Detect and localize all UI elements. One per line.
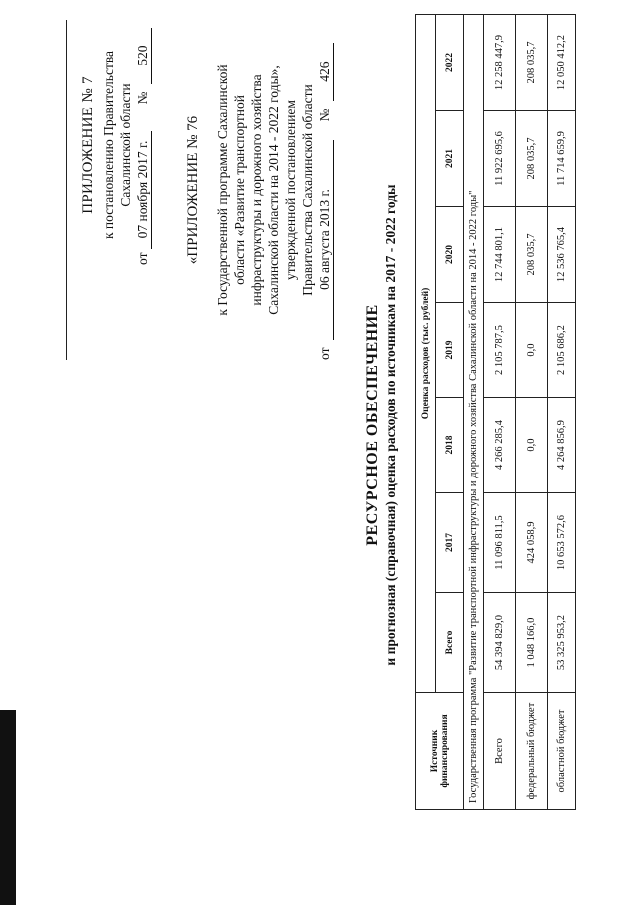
appendix-76-line: инфраструктуры и дорожного хозяйства — [249, 74, 264, 306]
appendix-7-line: к постановлению Правительства — [101, 50, 116, 240]
document-subtitle: и прогнозная (справочная) оценка расходов по источникам на 2017 - 2022 годы — [383, 184, 398, 666]
appendix-76-title: «ПРИЛОЖЕНИЕ № 76 — [185, 115, 201, 265]
table-row — [516, 14, 548, 809]
appendix-76-date: 06 августа 2013 г. — [316, 140, 334, 340]
table-cell: 12 050 412,2 — [548, 14, 576, 110]
document-title: РЕСУРСНОЕ ОБЕСПЕЧЕНИЕ — [364, 304, 381, 546]
table-cell: 424 058,9 — [516, 493, 548, 593]
table-cell: 53 325 953,2 — [548, 593, 576, 693]
date-prefix: от — [135, 252, 150, 265]
appendix-76-line: Сахалинской области на 2014 - 2022 годы», — [266, 65, 281, 315]
table-cell: 11 714 659,9 — [548, 111, 576, 207]
divider-rule — [66, 20, 67, 360]
appendix-7-title: ПРИЛОЖЕНИЕ № 7 — [80, 76, 96, 214]
table-cell: 4 266 285,4 — [484, 398, 516, 493]
table-cell: 11 096 811,5 — [484, 493, 516, 593]
appendix-76-line: Правительства Сахалинской области — [300, 84, 315, 296]
source-header: Источник финансирования — [416, 693, 464, 810]
date-prefix: от — [317, 347, 332, 360]
table-cell: 11 922 695,6 — [484, 111, 516, 207]
appendix-7-number: 520 — [134, 28, 152, 84]
table-cell: 208 035,7 — [516, 14, 548, 110]
table-cell: 12 536 765,4 — [548, 207, 576, 303]
number-prefix: № — [135, 91, 150, 105]
table-cell: 0,0 — [516, 303, 548, 398]
table-cell: 4 264 856,9 — [548, 398, 576, 493]
table-cell: 12 258 447,9 — [484, 14, 516, 110]
row-source: федеральный бюджет — [516, 693, 548, 810]
appendix-7-line: Сахалинской области — [118, 83, 133, 207]
estimate-header: Оценка расходов (тыс. рублей) — [416, 14, 436, 692]
column-header: Всего — [436, 593, 464, 693]
table-cell: 1 048 166,0 — [516, 593, 548, 693]
column-header: 2020 — [436, 207, 464, 303]
column-header: 2017 — [436, 493, 464, 593]
appendix-7-date: 07 ноября 2017 г. — [134, 131, 152, 249]
column-header: 2021 — [436, 111, 464, 207]
table-row — [484, 14, 516, 809]
appendix-76-line: к Государственной программе Сахалинской — [215, 64, 230, 316]
table-cell: 54 394 829,0 — [484, 593, 516, 693]
resource-table — [415, 14, 576, 810]
table-cell: 208 035,7 — [516, 207, 548, 303]
table-cell: 0,0 — [516, 398, 548, 493]
table-cell: 2 105 686,2 — [548, 303, 576, 398]
table-cell: 10 653 572,6 — [548, 493, 576, 593]
column-header: 2018 — [436, 398, 464, 493]
row-source: областной бюджет — [548, 693, 576, 810]
appendix-7-date-line — [134, 25, 152, 265]
table-cell: 12 744 801,1 — [484, 207, 516, 303]
column-header: 2019 — [436, 303, 464, 398]
column-header: 2022 — [436, 14, 464, 110]
appendix-7-header — [80, 25, 152, 265]
number-prefix: № — [317, 108, 332, 122]
appendix-76-date-line — [316, 20, 334, 360]
scan-edge-bar — [0, 710, 16, 905]
table-row — [548, 14, 576, 809]
table-cell: 208 035,7 — [516, 111, 548, 207]
appendix-76-line: области «Развитие транспортной — [232, 95, 247, 285]
program-row: Государственная программа "Развитие транспортной инфраструктуры и дорожного хозяйства Сахалинской области на 2014 - 2022 годы" — [464, 14, 484, 809]
appendix-76-line: утвержденной постановлением — [283, 100, 298, 280]
appendix-76-number: 426 — [316, 43, 334, 101]
appendix-76-header — [185, 20, 334, 360]
table-cell: 2 105 787,5 — [484, 303, 516, 398]
row-source: Всего — [484, 693, 516, 810]
